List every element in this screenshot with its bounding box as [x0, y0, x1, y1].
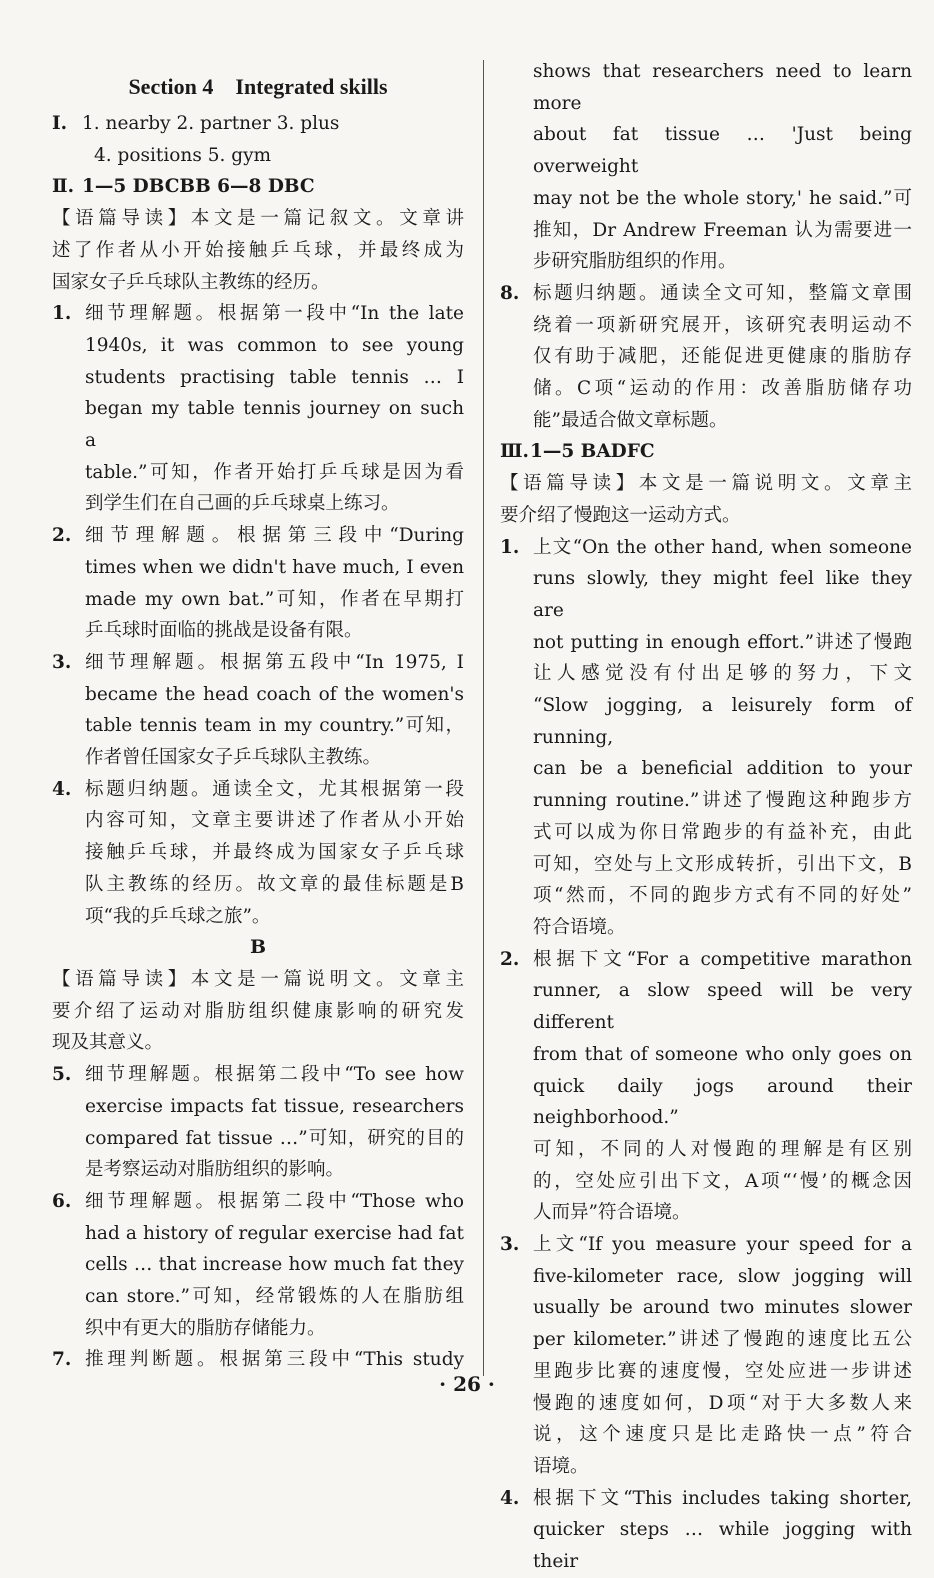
text-line: table.”可知，作者开始打乒乓球是因为看 [85, 461, 464, 483]
text-line: 上文“On the other hand, when someone [533, 536, 912, 558]
text-line: 人而异”符合语境。 [533, 1202, 691, 1224]
text-line: 推理判断题。根据第三段中“This study [85, 1349, 464, 1371]
text-line: 能”最适合做文章标题。 [533, 409, 728, 431]
text-line: runs slowly, they might feel like they are [533, 568, 912, 621]
text-line: 根据下文“For a competitive marathon [533, 948, 912, 970]
text-line: 步研究脂肪组织的作用。 [533, 251, 737, 273]
text-line: 细节理解题。根据第二段中“Those who [85, 1190, 464, 1212]
question-number: 7. [52, 1349, 72, 1371]
text-line: 项“我的乒乓球之旅”。 [85, 905, 271, 927]
text-line: became the head coach of the women's [85, 683, 464, 705]
intro-line: 现及其意义。 [52, 1032, 164, 1054]
column-divider [483, 60, 484, 1376]
text-line: 队主教练的经历。故文章的最佳标题是B [85, 873, 464, 895]
text-line: 作者曾任国家女子乒乓球队主教练。 [85, 747, 382, 769]
text-line: 到学生们在自己画的乒乓球桌上练习。 [85, 493, 400, 515]
text-line: five-kilometer race, slow jogging will [533, 1265, 912, 1287]
text-line: 储。C项“运动的作用：改善脂肪储存功 [533, 378, 912, 400]
part3-question-3-explanation [500, 1229, 912, 1483]
text-line: 细节理解题。根据第五段中“In 1975, I [85, 651, 464, 673]
part1-label: Ⅰ. [52, 113, 68, 134]
text-line: may not be the whole story,' he said.”可 [533, 187, 912, 209]
question-number: 8. [500, 282, 520, 304]
text-line: 绕着一项新研究展开，该研究表明运动不 [533, 314, 912, 336]
part3-answers [500, 436, 912, 468]
question-number: 4. [500, 1487, 520, 1509]
intro-line: 要介绍了慢跑这一运动方式。 [500, 504, 741, 526]
text-line: 细节理解题。根据第三段中“During [85, 525, 464, 547]
text-line: 的，空处应引出下文，A项“‘慢’的概念因 [533, 1170, 912, 1192]
part2-intro-a [52, 203, 464, 298]
text-line: 语境。 [533, 1455, 589, 1477]
text-line: 仅有助于减肥，还能促进更健康的脂肪存 [533, 346, 912, 368]
part3-question-1-explanation [500, 532, 912, 944]
right-column [500, 56, 912, 1578]
text-line: per kilometer.”讲述了慢跑的速度比五公 [533, 1329, 912, 1351]
part3-question-2-explanation [500, 944, 912, 1229]
text-line: had a history of regular exercise had fat [85, 1222, 464, 1244]
text-line: 是考察运动对脂肪组织的影响。 [85, 1159, 345, 1181]
question-number: 2. [500, 948, 520, 970]
text-line: exercise impacts fat tissue, researchers [85, 1095, 464, 1117]
text-line: from that of someone who only goes on [533, 1043, 912, 1065]
text-line: began my table tennis journey on such a [85, 398, 464, 452]
text-line: shows that researchers need to learn more [533, 61, 912, 114]
text-line: 根据下文“This includes taking shorter, [533, 1487, 912, 1509]
text-line: 细节理解题。根据第二段中“To see how [85, 1064, 464, 1086]
text-line: 可知，不同的人对慢跑的理解是有区别 [533, 1138, 912, 1160]
text-line: cells … that increase how much fat they [85, 1254, 464, 1276]
part2-answers [52, 171, 464, 203]
text-line: can store.”可知，经常锻炼的人在脂肪组 [85, 1286, 464, 1308]
intro-line: 述了作者从小开始接触乒乓球，并最终成为 [52, 239, 464, 261]
text-line: quicker steps … while jogging with their [533, 1519, 912, 1573]
question-number: 3. [500, 1234, 520, 1256]
text-line: 里跑步比赛的速度慢，空处应进一步讲述 [533, 1360, 912, 1382]
text-line: about fat tissue … 'Just being overweight [533, 124, 912, 178]
text-line: runner, a slow speed will be very different [533, 980, 912, 1034]
part1-row2: 4. positions 5. gym [94, 144, 272, 166]
part3-intro [500, 468, 912, 531]
part2-intro-b [52, 964, 464, 1059]
text-line: can be a beneficial addition to your [533, 758, 912, 780]
text-line: “Slow jogging, a leisurely form of running, [533, 695, 912, 748]
part2-label: Ⅱ. [52, 176, 75, 198]
text-line: 内容可知，文章主要讲述了作者从小开始 [85, 810, 464, 832]
question-number: 1. [500, 536, 520, 558]
left-column [52, 56, 464, 1376]
intro-line: 要介绍了运动对脂肪组织健康影响的研究发 [52, 1000, 464, 1022]
text-line: 让人感觉没有付出足够的努力，下文 [533, 663, 912, 685]
question-8-explanation [500, 278, 912, 437]
text-line: not putting in enough effort.”讲述了慢跑 [533, 631, 912, 653]
text-line: 项“然而，不同的跑步方式有不同的好处” [533, 885, 912, 907]
question-6-explanation [52, 1186, 464, 1345]
text-line: 符合语境。 [533, 916, 626, 938]
text-line: quick daily jogs around their neighborhood.” [533, 1075, 912, 1129]
text-line: 说，这个速度只是比走路快一点”符合 [533, 1424, 912, 1446]
text-line: table tennis team in my country.”可知， [85, 715, 464, 737]
question-4-explanation [52, 774, 464, 933]
question-number: 2. [52, 525, 72, 547]
text-line: 慢跑的速度如何，D项“对于大多数人来 [533, 1392, 912, 1414]
question-3-explanation [52, 647, 464, 774]
part3-answer-key: 1—5 BADFC [530, 441, 655, 463]
text-line: 接触乒乓球，并最终成为国家女子乒乓球 [85, 842, 464, 864]
part1-row1: 1. nearby 2. partner 3. plus [82, 113, 340, 134]
page-number: · 26 · [439, 1372, 495, 1396]
text-line: 乒乓球时面临的挑战是设备有限。 [85, 620, 363, 642]
question-2-explanation [52, 520, 464, 647]
text-line: times when we didn't have much, I even [85, 556, 464, 578]
intro-line: 【语篇导读】本文是一篇说明文。文章主 [500, 473, 912, 495]
text-line: 细节理解题。根据第一段中“In the late [85, 303, 464, 325]
part1-answers [52, 108, 464, 171]
text-line: compared fat tissue …”可知，研究的目的 [85, 1127, 464, 1149]
text-line: 推知，Dr Andrew Freeman 认为需要进一 [533, 219, 912, 241]
question-number: 4. [52, 778, 72, 800]
part3-question-4-explanation [500, 1483, 912, 1578]
section-title: Section 4 Integrated skills [128, 74, 388, 99]
text-line: usually be around two minutes slower [533, 1297, 912, 1319]
part2-answer-key: 1—5 DBCBB 6—8 DBC [82, 176, 315, 198]
question-5-explanation [52, 1059, 464, 1186]
text-line: 标题归纳题。通读全文可知，整篇文章围 [533, 282, 912, 304]
intro-line: 【语篇导读】本文是一篇记叙文。文章讲 [52, 208, 464, 230]
text-line: 式可以成为你日常跑步的有益补充，由此 [533, 821, 912, 843]
question-number: 3. [52, 651, 72, 673]
text-line: students practising table tennis … I [85, 366, 464, 388]
question-number: 5. [52, 1064, 72, 1086]
text-line: 标题归纳题。通读全文，尤其根据第一段 [85, 778, 464, 800]
text-line: made my own bat.”可知，作者在早期打 [85, 588, 464, 610]
question-7-explanation-continued [500, 56, 912, 278]
question-1-explanation [52, 298, 464, 520]
text-line: 织中有更大的脂肪存储能力。 [85, 1317, 326, 1339]
text-line: running routine.”讲述了慢跑这种跑步方 [533, 790, 912, 812]
question-number: 1. [52, 303, 72, 325]
intro-line: 【语篇导读】本文是一篇说明文。文章主 [52, 968, 464, 990]
question-number: 6. [52, 1190, 72, 1212]
text-line: 可知，空处与上文形成转折，引出下文，B [533, 853, 912, 875]
intro-line: 国家女子乒乓球队主教练的经历。 [52, 271, 330, 293]
passage-b-heading: B [249, 936, 267, 959]
text-line: 1940s, it was common to see young [85, 334, 464, 356]
text-line: 上文“If you measure your speed for a [533, 1234, 912, 1256]
part3-label: Ⅲ. [500, 441, 529, 463]
